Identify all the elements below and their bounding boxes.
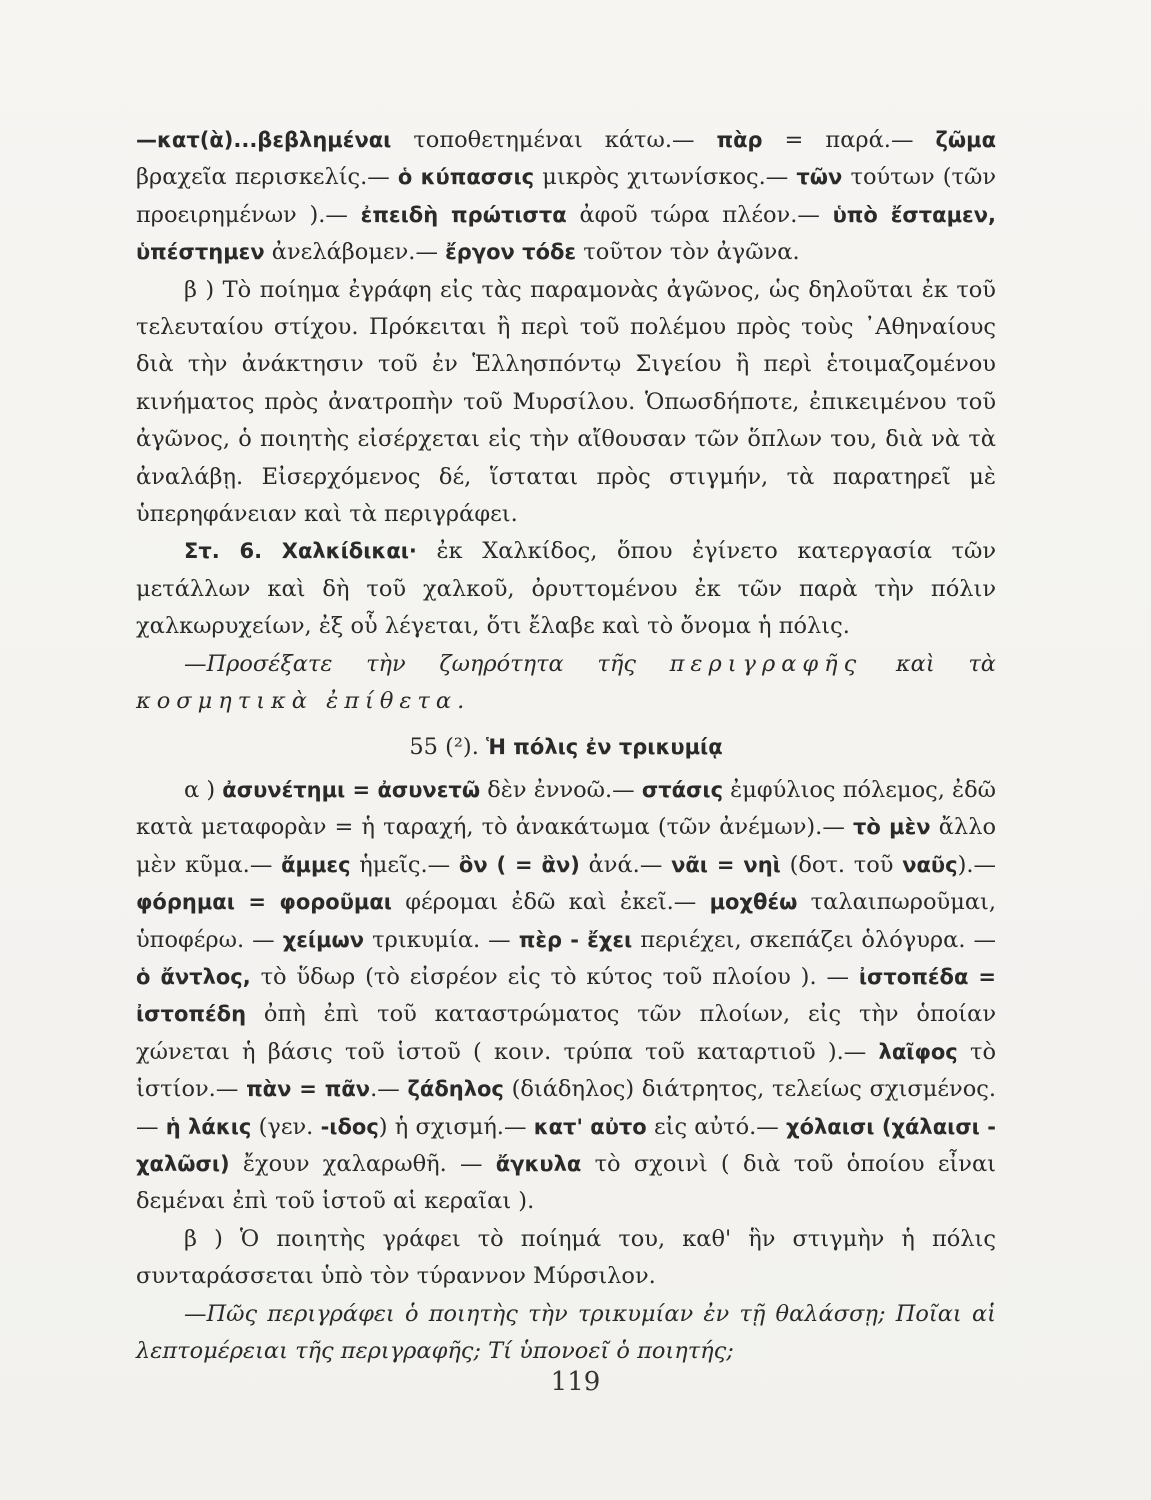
- term: ὁ ἄντλος,: [136, 964, 251, 989]
- commentary-paragraph-2: β ) Ὁ ποιητὴς γράφει τὸ ποίημά του, καθ' ἣν στιγμὴν ἡ πόλις συνταράσσεται ὑπὸ τὸν τύραννον Μύρσιλον.: [136, 1225, 996, 1290]
- page-body: [136, 122, 996, 1370]
- term: στάσις: [641, 777, 724, 802]
- section-title: Ἡ πόλις ἐν τρικυμίᾳ: [486, 734, 723, 759]
- term: τὸ μὲν: [853, 815, 931, 840]
- term: —κατ(ὰ)...βεβλημέναι: [136, 128, 392, 152]
- term: νᾶι = νηὶ: [671, 852, 781, 877]
- term: ζάδηλος: [407, 1077, 504, 1102]
- commentary-paragraph: β ) Τὸ ποίημα ἐγράφη εἰς τὰς παραμονὰς ἀγῶνος, ὡς δηλοῦται ἐκ τοῦ τελευταίου στίχου. Πρόκειται ἢ περὶ τοῦ πολέμου πρὸς τοὺς ᾿Αθηναίους διὰ τὴν ἀνάκτησιν τοῦ ἐν Ἑλλησπόντῳ Σιγείου ἢ περὶ ἑτοιμαζομένου κινήματος πρὸς ἀνατροπὴν τοῦ Μυρσίλου. Ὁπωσδήποτε, ἐπικειμένου τοῦ ἀγῶνος, ὁ ποιητὴς εἰσέρχεται εἰς τὴν αἴθουσαν τῶν ὅπλων του, διὰ νὰ τὰ ἀναλάβῃ. Εἰσερχόμενος δέ, ἵσταται πρὸς στιγμήν, τὰ παρατηρεῖ μὲ ὑπερηφάνειαν καὶ τὰ περιγράφει.: [136, 276, 996, 528]
- term: πὰρ: [716, 128, 763, 152]
- term: ναῦς: [902, 852, 958, 877]
- term: ἰστοπέδα = ἰστοπέδη: [136, 964, 996, 1027]
- section-heading: [136, 729, 996, 766]
- glossary-paragraph-2: α ) ἀσυνέτημι = ἀσυνετῶ δὲν ἐννοῶ.— στάσις ἐμφύλιος πόλεμος, ἐδῶ κατὰ μεταφορὰν = ἡ ταραχή, τὸ ἀνακάτωμα (τῶν ἀνέμων).— τὸ μὲν ἄλλο μὲν κῦμα.— ἄμμες ἡμεῖς.— ὂν ( = ἂν) ἀνά.— νᾶι = νηὶ (δοτ. τοῦ ναῦς).— φόρημαι = φοροῦμαι φέρομαι ἐδῶ καὶ ἐκεῖ.— μοχθέω ταλαιπωροῦμαι, ὑποφέρω. — χείμων τρικυμία. — πὲρ - ἔχει περιέχει, σκεπάζει ὁλόγυρα. — ὁ ἄντλος, τὸ ὕδωρ (τὸ εἰσρέον εἰς τὸ κύτος τοῦ πλοίου ). — ἰστοπέδα = ἰστοπέδη ὀπὴ ἐπὶ τοῦ καταστρώματος τῶν πλοίων, εἰς τὴν ὁποίαν χώνεται ἡ βάσις τοῦ ἱστοῦ ( κοιν. τρύπα τοῦ καταρτιοῦ ).— λαῖφος τὸ ἱστίον.— πὰν = πᾶν.— ζάδηλος (διάδηλος) διάτρητος, τελείως σχισμένος.— ἡ λάκις (γεν. -ιδος) ἡ σχισμή.— κατ' αὐτο εἰς αὐτό.— χόλαισι (χάλαισι - χαλῶσι) ἔχουν χαλαρωθῆ. — ἄγκυλα τὸ σχοινὶ ( διὰ τοῦ ὁποίου εἶναι δεμέναι ἐπὶ τοῦ ἱστοῦ αἱ κεραῖαι ).: [136, 776, 997, 1215]
- glossary-paragraph-1: —κατ(ὰ)...βεβλημέναι τοποθετημέναι κάτω.— πὰρ = παρά.— ζῶμα βραχεῖα περισκελίς.— ὁ κύπασσις μικρὸς χιτωνίσκος.— τῶν τούτων (τῶν προειρημένων ).— ἐπειδὴ πρώτιστα ἀφοῦ τώρα πλέον.— ὑπὸ ἔσταμεν, ὑπέστημεν ἀνελάβομεν.— ἔργον τόδε τοῦτον τὸν ἀγῶνα.: [136, 127, 997, 266]
- verse-reference: Στ. 6. Χαλκίδικαι·: [184, 539, 417, 564]
- term: φόρημαι = φοροῦμαι: [136, 890, 392, 915]
- term: πὲρ - ἔχει: [518, 927, 633, 952]
- exercise-paragraph: —Προσέξατε τὴν ζωηρότητα τῆς περιγραφῆς καὶ τὰ κοσμητικὰ ἐπίθετα.: [136, 650, 997, 715]
- term: ἔργον τόδε: [445, 240, 577, 265]
- term: πὰν = πᾶν: [246, 1077, 371, 1102]
- exercise-paragraph-2: —Πῶς περιγράφει ὁ ποιητὴς τὴν τρικυμίαν ἐν τῇ θαλάσσῃ; Ποῖαι αἱ λεπτομέρειαι τῆς περιγραφῆς; Τί ὑπονοεῖ ὁ ποιητής;: [136, 1300, 996, 1364]
- term: χόλαισι (χάλαισι - χαλῶσι): [136, 1114, 996, 1176]
- term: ὑπὸ ἔσταμεν, ὑπέστημεν: [136, 202, 997, 265]
- term: λαῖφος: [878, 1039, 958, 1064]
- term: ὁ κύπασσις: [397, 165, 535, 190]
- term: χείμων: [282, 927, 365, 952]
- term: ἄγκυλα: [495, 1151, 582, 1176]
- term: ἐπειδὴ πρώτιστα: [360, 202, 567, 227]
- term: ὂν ( = ἂν): [458, 852, 580, 877]
- term: ἡ λάκις: [165, 1114, 252, 1139]
- term: τῶν: [796, 165, 843, 190]
- term: μοχθέω: [709, 890, 798, 915]
- term: -ιδος: [320, 1114, 379, 1139]
- page-number: 119: [550, 1367, 601, 1397]
- term: ἀσυνέτημι = ἀσυνετῶ: [222, 777, 481, 802]
- section-number: 55 (²).: [409, 733, 487, 760]
- term: ζῶμα: [935, 128, 996, 152]
- term: κατ' αὐτο: [533, 1114, 647, 1139]
- term: ἄμμες: [281, 852, 351, 877]
- verse-note-paragraph: Στ. 6. Χαλκίδικαι· ἐκ Χαλκίδος, ὅπου ἐγίνετο κατεργασία τῶν μετάλλων καὶ δὴ τοῦ χαλκοῦ, ὀρυττομένου ἐκ τῶν παρὰ τὴν πόλιν χαλκωρυχείων, ἐξ οὗ λέγεται, ὅτι ἔλαβε καὶ τὸ ὄνομα ἡ πόλις.: [136, 538, 996, 640]
